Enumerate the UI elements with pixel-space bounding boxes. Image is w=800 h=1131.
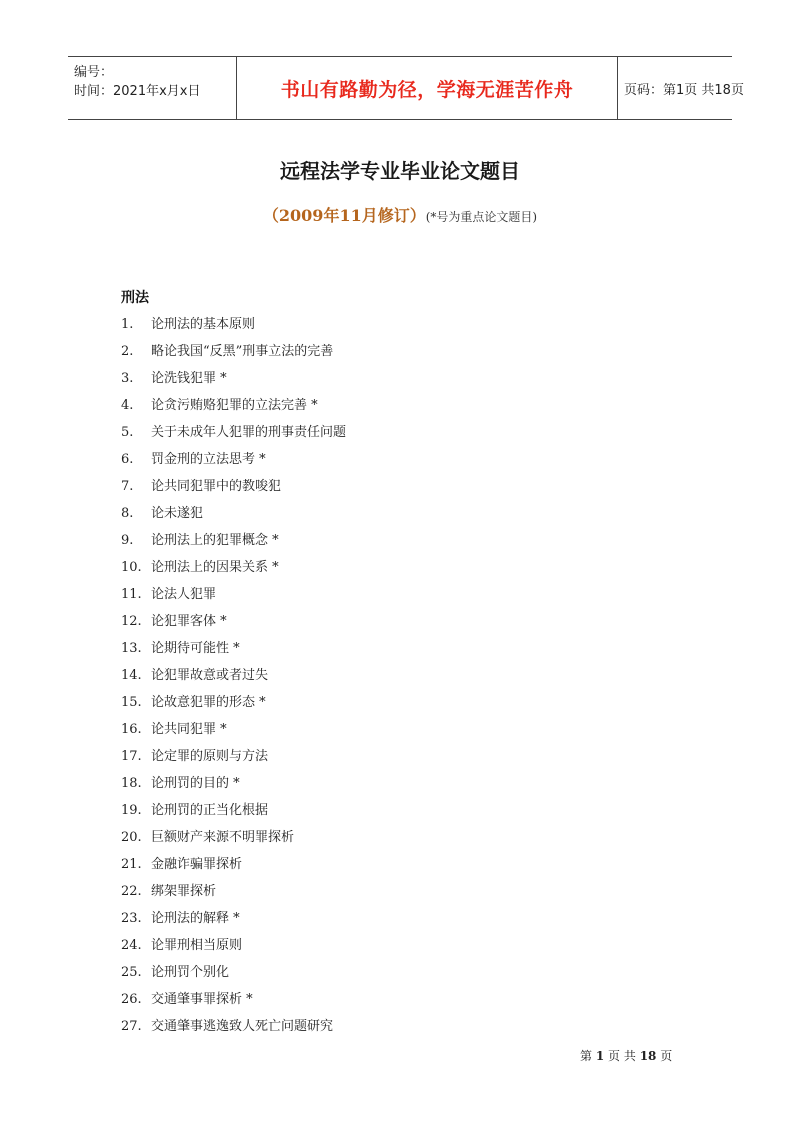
number-label: 编号： [74, 65, 114, 80]
list-item-text: 论刑罚的正当化根据 [151, 803, 269, 818]
list-item-number: 13. [121, 641, 142, 656]
list-item [121, 500, 346, 527]
time-label: 时间：2021年x月x日 [74, 84, 201, 99]
list-item-number: 27. [121, 1019, 142, 1034]
list-item [121, 635, 346, 662]
list-item-text: 论犯罪故意或者过失 [151, 668, 269, 683]
list-item-number: 20. [121, 830, 142, 845]
page-header [68, 56, 744, 120]
list-item [121, 581, 346, 608]
list-item-number: 12. [121, 614, 142, 629]
list-item-number: 8. [121, 506, 134, 521]
list-item [121, 878, 346, 905]
list-item [121, 608, 346, 635]
list-item-text: 论刑法的基本原则 [151, 317, 256, 332]
footer-prefix: 第 [580, 1049, 593, 1063]
list-item [121, 770, 346, 797]
list-item-number: 18. [121, 776, 142, 791]
list-item-number: 17. [121, 749, 142, 764]
list-item-text: 论洗钱犯罪 * [151, 371, 227, 386]
list-item-number: 3. [121, 371, 134, 386]
list-item-number: 2. [121, 344, 134, 359]
list-item-number: 10. [121, 560, 142, 575]
section-heading: 刑法 [121, 290, 149, 306]
list-item [121, 743, 346, 770]
list-item-text: 金融诈骗罪探析 [151, 857, 243, 872]
list-item [121, 419, 346, 446]
footer-page-number: 1 [595, 1049, 605, 1063]
list-item-text: 论刑法上的因果关系 * [151, 560, 279, 575]
list-item-text: 罚金刑的立法思考 * [151, 452, 266, 467]
header-meta-cell [68, 57, 236, 119]
list-item [121, 905, 346, 932]
page-info: 页码：第1页 共18页 [624, 82, 744, 98]
list-item [121, 932, 346, 959]
list-item-number: 5. [121, 425, 134, 440]
footer-total-pages: 18 [639, 1049, 657, 1063]
list-item-number: 24. [121, 938, 142, 953]
list-item-number: 22. [121, 884, 142, 899]
list-item-number: 21. [121, 857, 142, 872]
list-item-text: 关于未成年人犯罪的刑事责任问题 [151, 425, 347, 440]
list-item [121, 986, 346, 1013]
list-item-number: 7. [121, 479, 134, 494]
footer-middle: 页 共 [608, 1049, 636, 1063]
header-page-cell [618, 57, 744, 119]
list-item-number: 4. [121, 398, 134, 413]
list-item-text: 论刑罚个别化 [151, 965, 230, 980]
topic-list [121, 311, 346, 1040]
list-item [121, 959, 346, 986]
list-item-text: 论故意犯罪的形态 * [151, 695, 266, 710]
list-item-text: 论共同犯罪中的教唆犯 [151, 479, 282, 494]
list-item-number: 16. [121, 722, 142, 737]
list-item-text: 巨额财产来源不明罪探析 [151, 830, 295, 845]
list-item-number: 15. [121, 695, 142, 710]
list-item [121, 311, 346, 338]
list-item-text: 论期待可能性 * [151, 641, 240, 656]
list-item-number: 9. [121, 533, 134, 548]
list-item-number: 25. [121, 965, 142, 980]
list-item [121, 446, 346, 473]
list-item-text: 交通肇事逃逸致人死亡问题研究 [151, 1019, 334, 1034]
list-item [121, 365, 346, 392]
list-item-text: 论共同犯罪 * [151, 722, 227, 737]
list-item [121, 824, 346, 851]
header-motto-cell [236, 57, 618, 119]
list-item [121, 338, 346, 365]
document-subtitle [0, 203, 800, 226]
list-item-number: 6. [121, 452, 134, 467]
list-item [121, 662, 346, 689]
list-item [121, 527, 346, 554]
list-item-number: 1. [121, 317, 134, 332]
list-item [121, 716, 346, 743]
list-item-number: 23. [121, 911, 142, 926]
list-item [121, 851, 346, 878]
list-item-text: 交通肇事罪探析 * [151, 992, 253, 1007]
list-item-text: 论犯罪客体 * [151, 614, 227, 629]
list-item [121, 797, 346, 824]
motto-text: 书山有路勤为径，学海无涯苦作舟 [280, 78, 574, 101]
list-item-text: 论定罪的原则与方法 [151, 749, 269, 764]
list-item-text: 论刑罚的目的 * [151, 776, 240, 791]
list-item-text: 论贪污贿赂犯罪的立法完善 * [151, 398, 318, 413]
list-item [121, 554, 346, 581]
list-item [121, 473, 346, 500]
list-item-text: 论刑法的解释 * [151, 911, 240, 926]
list-item-number: 26. [121, 992, 142, 1007]
list-item-number: 19. [121, 803, 142, 818]
list-item [121, 1013, 346, 1040]
list-item-text: 论刑法上的犯罪概念 * [151, 533, 279, 548]
document-title: 远程法学专业毕业论文题目 [280, 159, 520, 183]
list-item-number: 14. [121, 668, 142, 683]
list-item [121, 689, 346, 716]
list-item-text: 略论我国“反黑”刑事立法的完善 [151, 344, 334, 359]
revision-date: （2009年11月修订） [262, 206, 426, 225]
list-item-text: 绑架罪探析 [151, 884, 217, 899]
list-item-text: 论法人犯罪 [151, 587, 217, 602]
key-topic-note: (*号为重点论文题目) [425, 210, 538, 224]
list-item-text: 论罪刑相当原则 [151, 938, 243, 953]
list-item-text: 论未遂犯 [151, 506, 204, 521]
footer-suffix: 页 [660, 1049, 673, 1063]
list-item [121, 392, 346, 419]
page-footer [580, 1047, 672, 1064]
list-item-number: 11. [121, 587, 142, 602]
